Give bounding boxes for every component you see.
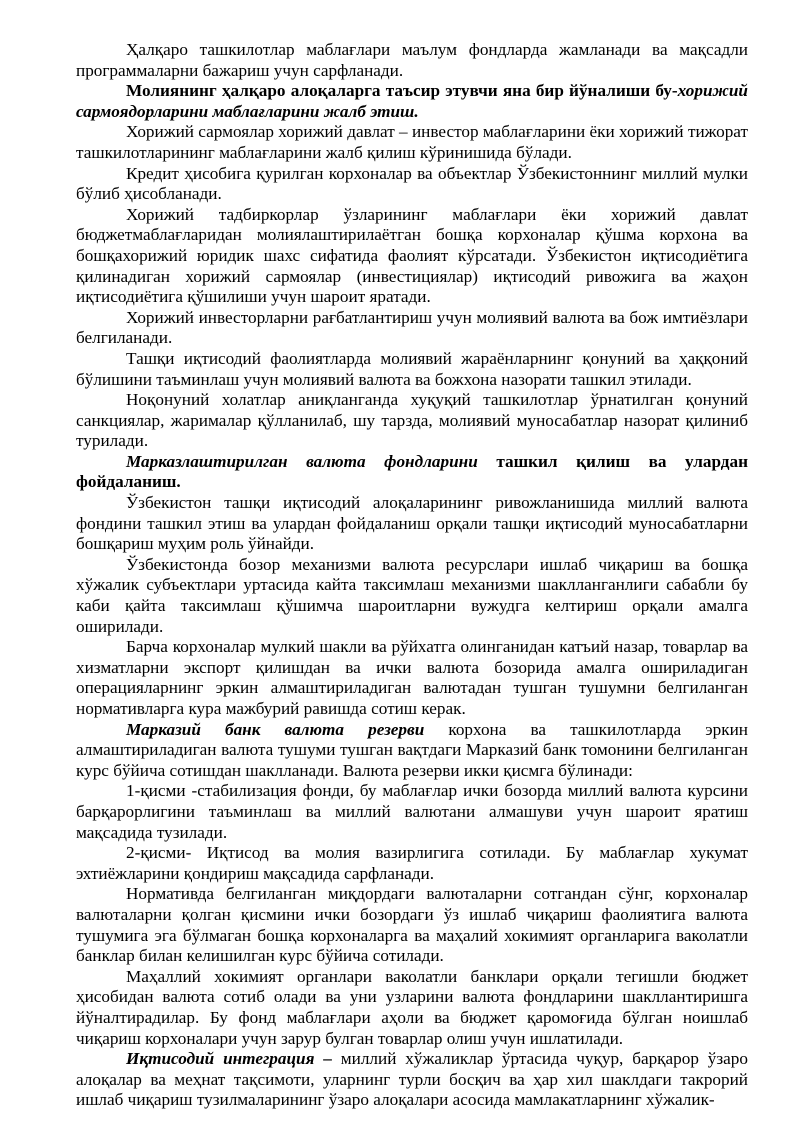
paragraph	[76, 390, 748, 452]
section-heading	[76, 81, 748, 122]
paragraph	[76, 637, 748, 719]
text-run: Ҳалқаро ташкилотлар маблағлари маълум фондларда жамланади ва мақсадли программаларни бажариш учун сарфланади.	[76, 40, 748, 80]
text-run: Кредит ҳисобига қурилган корхоналар ва объектлар Ўзбекистоннинг миллий мулки бўлиб ҳисобланади.	[76, 163, 748, 204]
section-heading	[76, 452, 748, 493]
text-run: Маҳаллий хокимият органлари ваколатли банклари орқали тегишли бюджет ҳисобидан валюта сотиб олади ва уни узларини валюта фондларини шакллантиришга йўналтирадилар. Бу фонд маблағлари аҳоли ва бюджет қаромоғида бўлган ноишлаб чиқариш корхоналари учун зарур булган товарлар олиш учун ишлатилади.	[76, 966, 748, 1048]
paragraph	[76, 1049, 748, 1111]
paragraph	[76, 40, 748, 81]
document-page	[76, 40, 748, 1111]
text-run: 1-қисми -стабилизация фонди, бу маблағлар ички бозорда миллий валюта курсини барқарорлигини таъминлаш ва миллий валютани алмашуви учун шароит яратиш мақсадида тузилади.	[76, 781, 748, 842]
text-run: корхона ва ташкилотларда эркин алмаштириладиган валюта тушуми тушган вақтдаги Марказий банк томонини белгиланган курс бўйича сотишдан шаклланади. Валюта резерви икки қисмга бўлинади:	[76, 719, 748, 780]
text-run-bold: ташкил қилиш ва улардан фойдаланиш.	[76, 451, 748, 492]
text-run-bold-italic: Марказлаштирилган валюта фондларини	[126, 451, 478, 471]
text-run: Нормативда белгиланган миқдордаги валюталарни сотгандан сўнг, корхоналар валюталарни қолган қисмини ички бозордаги ўз ишлаб чиқариш фаолиятига валюта тушумига эга бўлмаган бошқа корхоналарга ва маҳалий хокимият органларига ваколатли банклар билан келишилган курс бўйича сотилади.	[76, 884, 748, 966]
paragraph	[76, 349, 748, 390]
paragraph	[76, 555, 748, 637]
paragraph	[76, 781, 748, 843]
text-run: Хорижий тадбиркорлар ўзларининг маблағлари ёки хорижий давлат бюджетмаблағларидан молиялаштирилаётган бошқа корхоналар қўшма корхона ва бошқахорижий юридик шахс сифатида фаолият кўрсатади. Ўзбекистон иқтисодиётига қилинадиган хорижий сармоялар (инвестициялар) иқтисодий ривожига ва жаҳон иқтисодиётига қўшилиши учун шароит яратади.	[76, 204, 748, 307]
paragraph	[76, 493, 748, 555]
text-run: Ташқи иқтисодий фаолиятларда молиявий жараёнларнинг қонуний ва ҳаққоний бўлишини таъминлаш учун молиявий валюта ва божхона назорати ташкил этилади.	[76, 348, 748, 389]
text-run-bold: Молиянинг ҳалқаро алоқаларга таъсир этувчи яна бир йўналиши бу-	[126, 81, 678, 101]
paragraph	[76, 720, 748, 782]
text-run: 2-қисми- Иқтисод ва молия вазирлигига сотилади. Бу маблағлар хукумат эхтиёжларини қондириш мақсадида сарфланади.	[76, 843, 748, 883]
text-run: миллий хўжаликлар ўртасида чуқур, барқарор ўзаро алоқалар ва меҳнат тақсимоти, уларнинг турли босқич ва ҳар хил шаклдаги такрорий ишлаб чиқариш тузилмаларининг ўзаро алоқалари асосида мамлакатларнинг хўжалик-	[76, 1049, 748, 1110]
text-run-bold-italic: Иқтисодий интеграция –	[126, 1049, 332, 1069]
text-run: Ўзбекистонда бозор механизми валюта ресурслари ишлаб чиқариш ва бошқа хўжалик субъектлари уртасида кайта таксимлаш механизми шаклланганлиги сабабли бу каби қайта таксимлаш қўшимча шароитларни вужудга келтириш орқали амалга оширилади.	[76, 554, 748, 636]
text-run-bold-italic: Марказий банк валюта резерви	[126, 719, 425, 739]
text-run-bold-italic: хорижий сармоядорларини маблағларини жалб этиш.	[76, 81, 748, 121]
text-run: Ноқонуний холатлар аниқланганда хуқуқий ташкилотлар ўрнатилган қонуний санкциялар, жарималар қўлланилаб, шу тарзда, молиявий муносабатлар назорат қилиниб турилади.	[76, 390, 748, 451]
paragraph	[76, 122, 748, 163]
text-run: Хорижий сармоялар хорижий давлат – инвестор маблағларини ёки хорижий тижорат ташкилотларининг маблағларини жалб қилиш кўринишида бўлади.	[76, 122, 748, 162]
text-run: Ўзбекистон ташқи иқтисодий алоқаларининг ривожланишида миллий валюта фондини ташкил этиш ва улардан фойдаланиш орқали ташқи иқтисодий муносабатларни бошқариш муҳим роль ўйнайди.	[76, 493, 748, 554]
paragraph	[76, 164, 748, 205]
paragraph	[76, 308, 748, 349]
text-run: Хорижий инвесторларни рағбатлантириш учун молиявий валюта ва бож имтиёзлари белгиланади.	[76, 307, 748, 348]
text-run: Барча корхоналар мулкий шакли ва рўйхатга олинганидан катъий назар, товарлар ва хизматларни экспорт қилишдан ва ички валюта бозорида амалга ошириладиган операцияларнинг эркин алмаштириладиган валютадан тушган тушумни белгиланган нормативларга кура мажбурий равишда сотиш керак.	[76, 637, 748, 718]
paragraph	[76, 884, 748, 966]
paragraph	[76, 967, 748, 1049]
paragraph	[76, 205, 748, 308]
paragraph	[76, 843, 748, 884]
